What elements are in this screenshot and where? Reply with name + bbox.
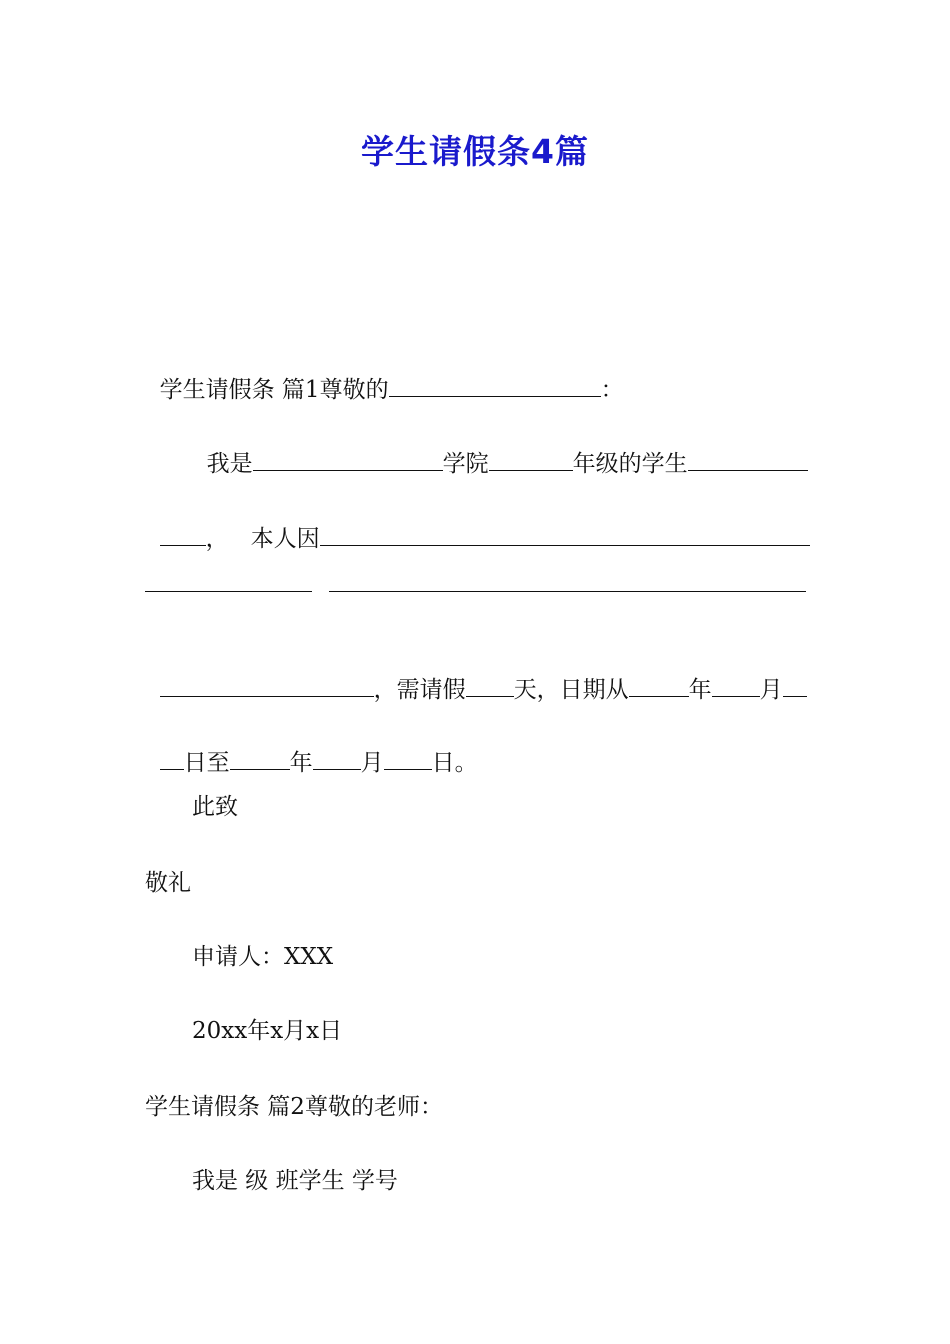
letter1-line6 [145, 718, 478, 778]
letter1-line6-b: 年 [289, 750, 313, 776]
reason-blank-2[interactable] [145, 591, 312, 592]
to-year-blank[interactable] [230, 749, 290, 770]
letter1-heading-text: 学生请假条 篇1尊敬的 [159, 377, 389, 403]
reason-blank-3[interactable] [329, 591, 806, 592]
letter1-line3-a: ， [205, 526, 229, 552]
to-month-blank[interactable] [313, 749, 361, 770]
letter1-line5-b: 天，日期从 [513, 677, 629, 703]
college-blank[interactable] [253, 450, 443, 471]
from-month-blank[interactable] [712, 676, 760, 697]
letter1-line6-a: 日至 [183, 750, 230, 776]
days-blank[interactable] [466, 676, 514, 697]
letter1-heading-colon: ： [600, 377, 624, 403]
letter1-line2-a: 我是 [206, 451, 253, 477]
letter1-line5-d: 月 [759, 677, 783, 703]
letter1-line6-d: 日。 [431, 750, 478, 776]
letter1-closing1: 此致 [192, 794, 238, 820]
letter1-line2-b: 学院 [442, 451, 489, 477]
from-day-blank-end[interactable] [160, 749, 184, 770]
reason-blank-1[interactable] [320, 525, 810, 546]
letter1-heading [145, 345, 624, 405]
from-year-blank[interactable] [629, 676, 689, 697]
letter2-line2: 我是 级 班学生 学号 [192, 1168, 398, 1194]
student-name-blank-end[interactable] [160, 525, 206, 546]
letter1-line2 [192, 419, 808, 479]
letter1-line6-c: 月 [360, 750, 384, 776]
student-name-blank-start[interactable] [688, 450, 808, 471]
letter1-line3 [145, 494, 810, 554]
document-title: 学生请假条4篇 [361, 132, 589, 171]
recipient-blank[interactable] [389, 376, 601, 397]
grade-blank[interactable] [489, 450, 573, 471]
letter1-closing2: 敬礼 [145, 870, 191, 896]
letter1-date: 20xx年x月x日 [192, 1018, 343, 1044]
letter1-line3-b: 本人因 [250, 526, 320, 552]
from-day-blank-start[interactable] [783, 676, 807, 697]
letter1-line5-a: ，需请假 [373, 677, 466, 703]
letter1-line5-c: 年 [688, 677, 712, 703]
letter1-line2-c: 年级的学生 [572, 451, 688, 477]
reason-blank-4[interactable] [160, 676, 374, 697]
letter2-heading: 学生请假条 篇2尊敬的老师： [145, 1094, 443, 1120]
to-day-blank[interactable] [384, 749, 432, 770]
letter1-line5 [145, 645, 807, 705]
letter1-applicant: 申请人：XXX [192, 944, 334, 970]
